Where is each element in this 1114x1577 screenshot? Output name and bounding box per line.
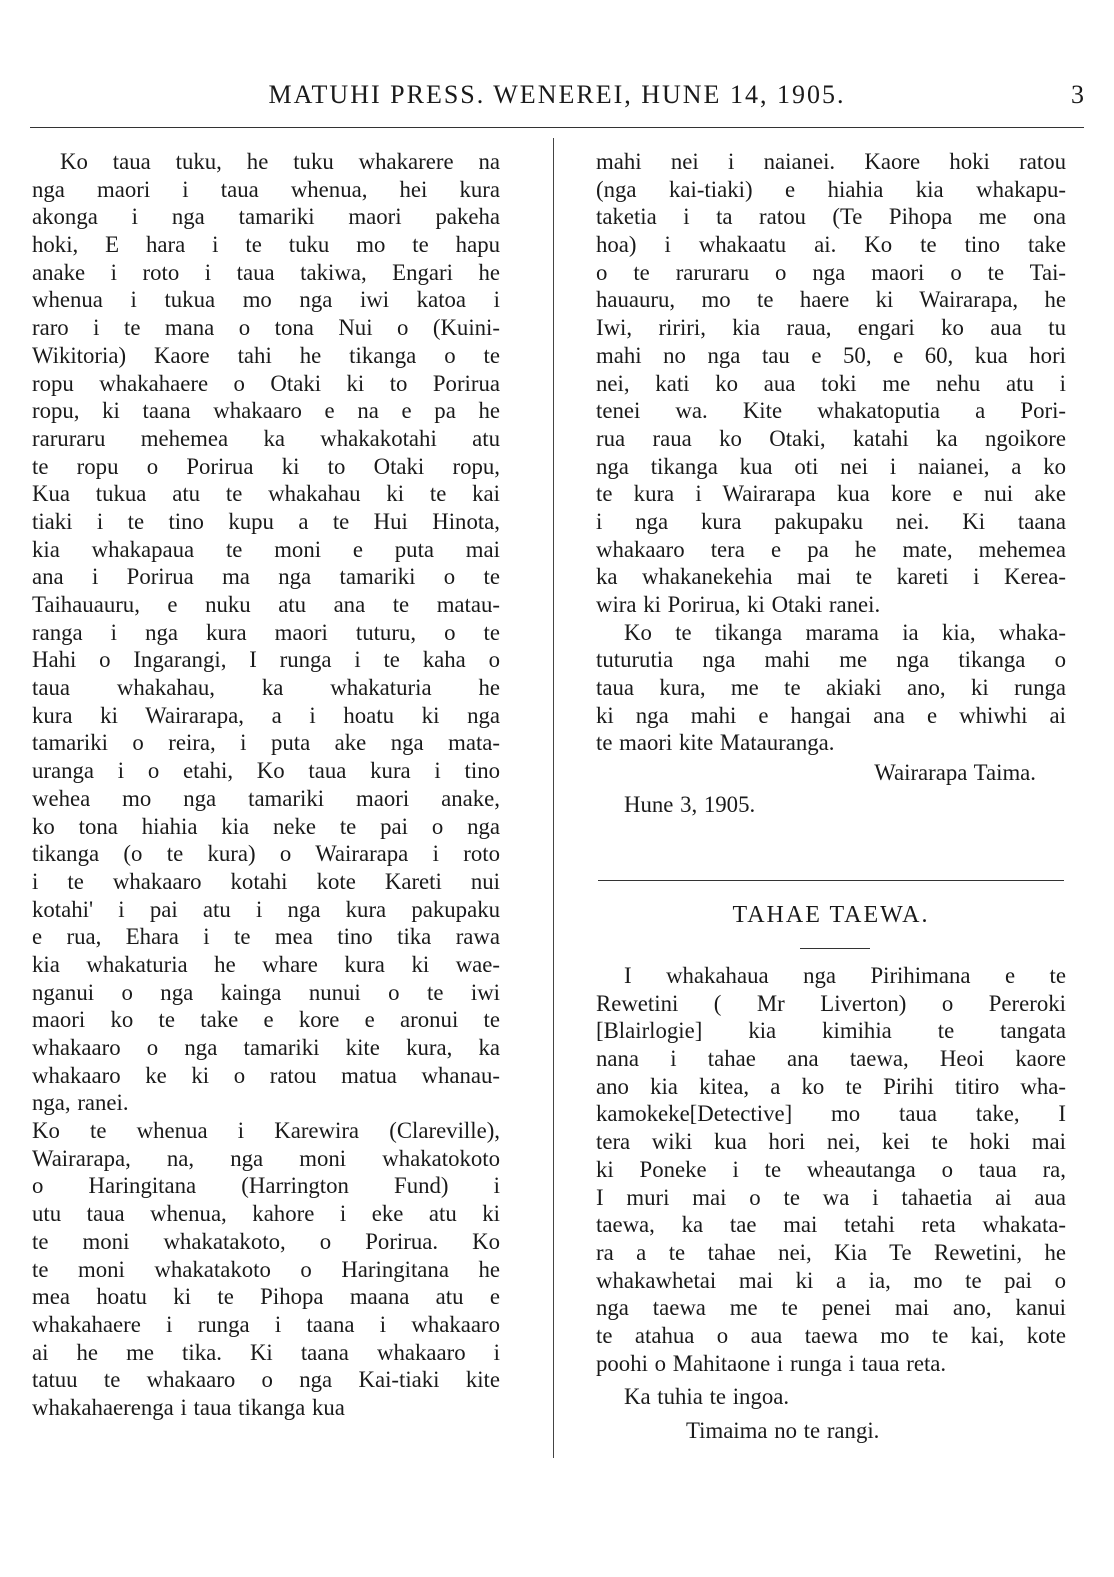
right-column xyxy=(596,148,1066,819)
text-line: Iwi, ririri, kia raua, engari ko aua tu xyxy=(596,315,1066,341)
text-line: ropu whakahaere o Otaki ki to Porirua xyxy=(32,370,500,396)
text-line: Hahi o Ingarangi, I runga i te kaha o xyxy=(32,647,500,673)
text-line: maori ko te take e kore e aronui te xyxy=(32,1007,500,1033)
text-line: wehea mo nga tamariki maori anake, xyxy=(32,785,500,811)
text-line: tatuu te whakaaro o nga Kai-tiaki kite xyxy=(32,1367,500,1393)
header-rule xyxy=(30,127,1084,128)
text-line: whakawhetai mai ki a ia, mo te pai o xyxy=(596,1267,1066,1293)
text-line: nga maori i taua whenua, hei kura xyxy=(32,176,500,202)
text-line: hoa) i whakaatu ai. Ko te tino take xyxy=(596,232,1066,258)
page-header xyxy=(30,80,1084,116)
text-line: kamokeke[Detective] mo taua take, I xyxy=(596,1101,1066,1127)
text-line: tikanga (o te kura) o Wairarapa i roto xyxy=(32,841,500,867)
text-line: raro i te mana o tona Nui o (Kuini- xyxy=(32,315,500,341)
text-line: ki nga mahi e hangai ana e whiwhi ai xyxy=(596,702,1066,728)
text-line: tiaki i te tino kupu a te Hui Hinota, xyxy=(32,508,500,534)
text-line: ana i Porirua ma nga tamariki o te xyxy=(32,564,500,590)
text-line: nana i tahae ana taewa, Heoi kaore xyxy=(596,1046,1066,1072)
text-line: te atahua o aua taewa mo te kai, kote xyxy=(596,1322,1066,1348)
text-line: whakahaerenga i taua tikanga kua xyxy=(32,1394,345,1420)
text-line: Ko te tikanga marama ia kia, whaka- xyxy=(624,619,1066,645)
text-line: Rewetini ( Mr Liverton) o Pereroki xyxy=(596,990,1066,1016)
text-line: I whakahaua nga Pirihimana e te xyxy=(624,963,1066,988)
text-line: tenei wa. Kite whakatoputia a Pori- xyxy=(596,398,1066,424)
text-line: poohi o Mahitaone i runga i taua reta. xyxy=(596,1350,947,1376)
column-divider xyxy=(553,138,554,1458)
closing-note: Ka tuhia te ingoa. xyxy=(624,1384,790,1410)
text-line: nei, kati ko aua toki me nehu atu i xyxy=(596,370,1066,396)
text-line: Kua tukua atu te whakahau ki te kai xyxy=(32,481,500,507)
text-line: mahi no nga tau e 50, e 60, kua hori xyxy=(596,342,1066,368)
text-line: ko tona hiahia kia neke te pai o nga xyxy=(32,813,500,839)
text-line: whenua i tukua mo nga iwi katoa i xyxy=(32,287,500,313)
text-line: uranga i o etahi, Ko taua kura i tino xyxy=(32,758,500,784)
text-line: mea hoatu ki te Pihopa maana atu e xyxy=(32,1284,500,1310)
text-line: tamariki o reira, i puta ake nga mata- xyxy=(32,730,500,756)
text-line: tera wiki kua hori nei, kei te hoki mai xyxy=(596,1129,1066,1155)
text-line: I muri mai o te wa i tahaetia ai aua xyxy=(596,1184,1066,1210)
masthead-title: MATUHI PRESS. WENEREI, HUNE 14, 1905. xyxy=(268,80,846,109)
text-line: Taihauauru, e nuku atu ana te matau- xyxy=(32,592,500,617)
text-line: nga taewa me te penei mai ano, kanui xyxy=(596,1295,1066,1321)
text-line: i te whakaaro kotahi kote Kareti nui xyxy=(32,868,500,894)
article-body xyxy=(596,962,1066,1445)
text-line: Wairarapa, na, nga moni whakatokoto xyxy=(32,1145,500,1171)
text-line: whakaaro ke ki o ratou matua whanau- xyxy=(32,1062,500,1088)
text-line: o Haringitana (Harrington Fund) i xyxy=(32,1173,500,1199)
text-line: Ko te whenua i Karewira (Clareville), xyxy=(32,1118,500,1144)
text-line: nga, ranei. xyxy=(32,1090,129,1116)
text-line: nganui o nga kainga nunui o te iwi xyxy=(32,979,500,1005)
page-number: 3 xyxy=(1071,80,1084,109)
text-line: taua whakahau, ka whakaturia he xyxy=(32,675,500,701)
text-line: kia whakaturia he whare kura ki wae- xyxy=(32,951,500,977)
text-line: ranga i nga kura maori tuturu, o te xyxy=(32,619,500,645)
section-rule xyxy=(598,880,1064,881)
text-line: Wikitoria) Kaore tahi he tikanga o te xyxy=(32,342,500,368)
text-line: te moni whakatakoto, o Porirua. Ko xyxy=(32,1228,500,1254)
text-line: ra a te tahae nei, Kia Te Rewetini, he xyxy=(596,1239,1066,1265)
text-line: o te raruraru o nga maori o te Tai- xyxy=(596,259,1066,285)
text-line: mahi nei i naianei. Kaore hoki ratou xyxy=(596,149,1066,174)
dateline: Hune 3, 1905. xyxy=(624,791,756,817)
text-line: hoki, E hara i te tuku mo te hapu xyxy=(32,232,500,258)
text-line: akonga i nga tamariki maori pakeha xyxy=(32,204,500,230)
text-line: e rua, Ehara i te mea tino tika rawa xyxy=(32,924,500,950)
text-line: te ropu o Porirua ki to Otaki ropu, xyxy=(32,453,500,479)
text-line: ropu, ki taana whakaaro e na e pa he xyxy=(32,398,500,424)
text-line: hauauru, mo te haere ki Wairarapa, he xyxy=(596,287,1066,313)
text-line: te kura i Wairarapa kua kore e nui ake xyxy=(596,481,1066,507)
left-column xyxy=(32,148,500,1422)
text-line: (nga kai-tiaki) e hiahia kia whakapu- xyxy=(596,176,1066,202)
text-line: ano kia kitea, a ko te Pirihi titiro wha- xyxy=(596,1073,1066,1099)
signature: Timaima no te rangi. xyxy=(686,1418,880,1443)
text-line: te moni whakatakoto o Haringitana he xyxy=(32,1256,500,1282)
text-line: whakahaere i runga i taana i whakaaro xyxy=(32,1311,500,1337)
text-line: kotahi' i pai atu i nga kura pakupaku xyxy=(32,896,500,922)
text-line: rua raua ko Otaki, katahi ka ngoikore xyxy=(596,425,1066,451)
text-line: ka whakanekehia mai te kareti i Kerea- xyxy=(596,564,1066,590)
text-line: ai he me tika. Ki taana whakaaro i xyxy=(32,1339,500,1365)
text-line: ki Poneke i te wheautanga o taua ra, xyxy=(596,1156,1066,1182)
text-line: wira ki Porirua, ki Otaki ranei. xyxy=(596,592,881,617)
text-line: kura ki Wairarapa, a i hoatu ki nga xyxy=(32,702,500,728)
signature: Wairarapa Taima. xyxy=(874,760,1036,786)
text-line: utu taua whenua, kahore i eke atu ki xyxy=(32,1201,500,1227)
text-line: kia whakapaua te moni e puta mai xyxy=(32,536,500,562)
text-line: whakaaro o nga tamariki kite kura, ka xyxy=(32,1035,500,1060)
article-title: TAHAE TAEWA. xyxy=(732,902,930,928)
text-line: raruraru mehemea ka whakakotahi atu xyxy=(32,425,500,451)
text-line: Ko taua tuku, he tuku whakarere na xyxy=(60,149,500,174)
text-line: tuturutia nga mahi me nga tikanga o xyxy=(596,647,1066,673)
text-line: taewa, ka tae mai tetahi reta whakata- xyxy=(596,1212,1066,1238)
text-line: te maori kite Matauranga. xyxy=(596,730,835,756)
text-line: [Blairlogie] kia kimihia te tangata xyxy=(596,1018,1066,1044)
title-underline xyxy=(800,948,870,949)
text-line: taketia i ta ratou (Te Pihopa me ona xyxy=(596,204,1066,230)
text-line: i nga kura pakupaku nei. Ki taana xyxy=(596,508,1066,534)
text-line: nga tikanga kua oti nei i naianei, a ko xyxy=(596,453,1066,479)
text-line: anake i roto i taua takiwa, Engari he xyxy=(32,259,500,285)
text-line: taua kura, me te akiaki ano, ki runga xyxy=(596,675,1066,701)
text-line: whakaaro tera e pa he mate, mehemea xyxy=(596,536,1066,562)
